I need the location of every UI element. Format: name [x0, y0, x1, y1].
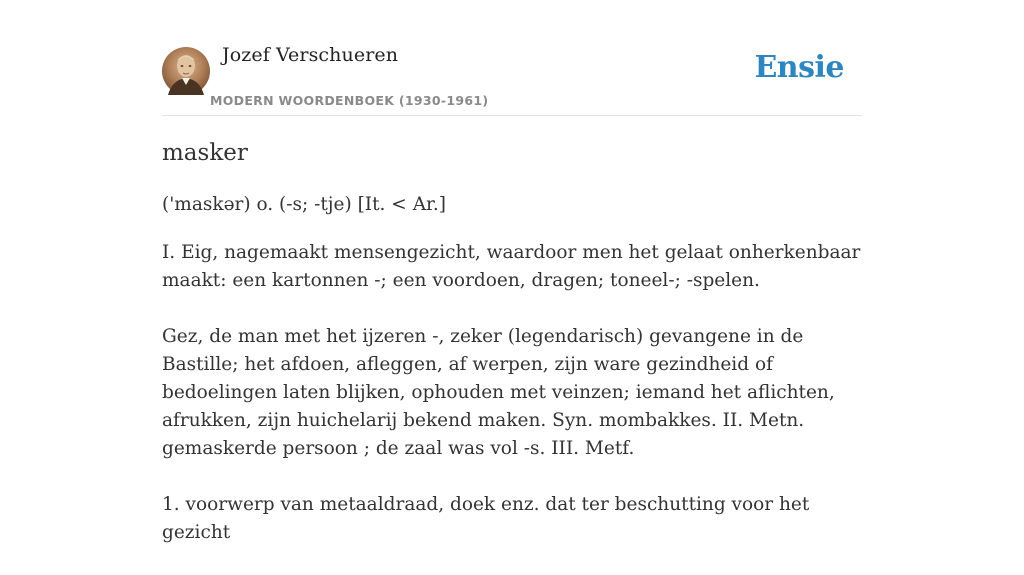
source-label[interactable]: MODERN WOORDENBOEK (1930-1961) — [210, 93, 489, 108]
site-logo[interactable]: Ensie — [754, 50, 844, 85]
portrait-image — [162, 47, 210, 95]
header — [162, 0, 862, 116]
author-name[interactable]: Jozef Verschueren — [222, 44, 399, 66]
entry-headword: masker — [162, 140, 248, 166]
entry-pronunciation: ('maskər) o. (-s; -tje) [It. < Ar.] — [162, 194, 446, 215]
entry-definition — [162, 239, 862, 575]
author-avatar[interactable] — [162, 47, 210, 95]
content-container — [162, 0, 862, 543]
definition-paragraph: Gez, de man met het ijzeren -, zeker (legendarisch) gevangene in de Bastille; het afdoen, afleggen, af werpen, zijn ware gezindheid of bedoelingen laten blijken, ophouden met veinzen; iemand het aflichten, afrukken, zijn huichelarij bekend maken. Syn. mombakkes. II. Metn. gemaskerde persoon ; de zaal was vol -s. III. Metf. — [162, 326, 835, 459]
definition-paragraph: I. Eig, nagemaakt mensengezicht, waardoor men het gelaat onherkenbaar maakt: een kartonnen -; een voordoen, dragen; toneel-; -spelen. — [162, 242, 861, 291]
definition-paragraph: 1. voorwerp van metaaldraad, doek enz. dat ter beschutting voor het gezicht — [162, 494, 810, 543]
